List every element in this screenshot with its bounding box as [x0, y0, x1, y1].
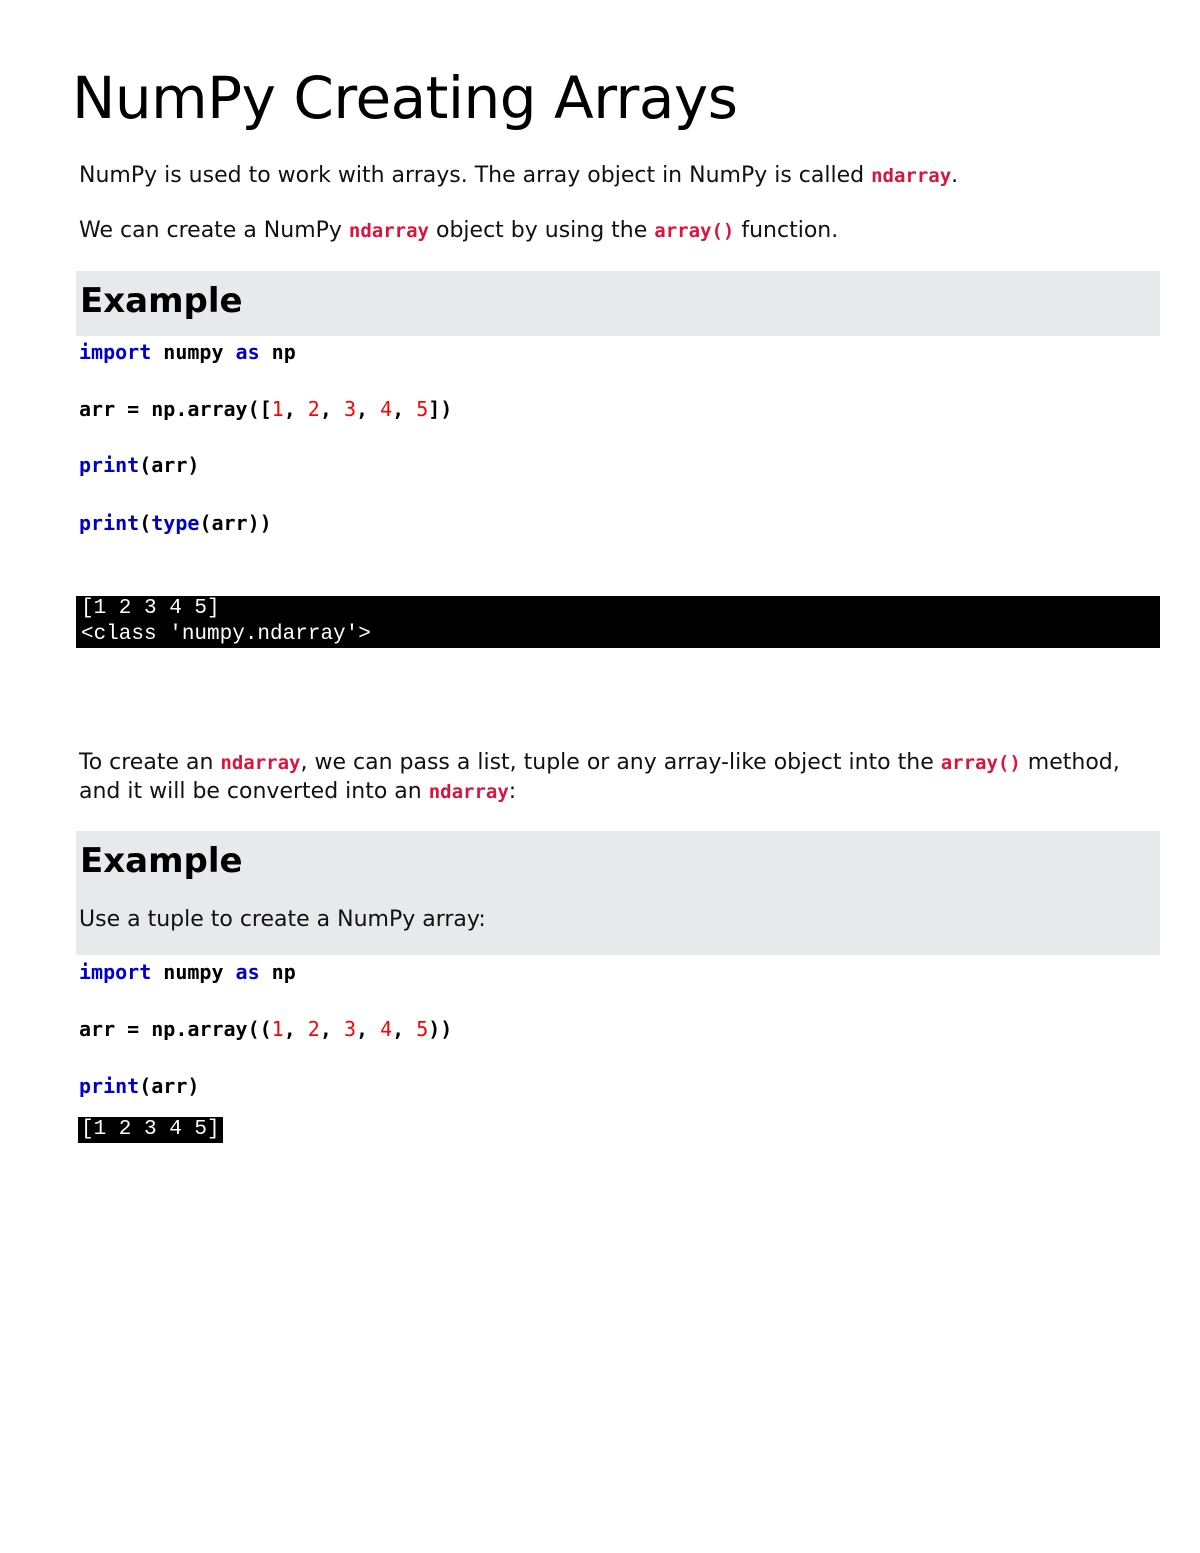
intro-text: NumPy is used to work with arrays. The array object in NumPy is called: [79, 163, 872, 188]
code-text: ,: [283, 397, 308, 421]
code-line: [79, 452, 199, 478]
example-2-output: [1 2 3 4 5]: [78, 1117, 223, 1143]
example-heading: Example: [80, 841, 243, 881]
output-line: [1 2 3 4 5]: [81, 597, 220, 620]
code-keyword: as: [235, 340, 260, 364]
code-text: np: [259, 960, 296, 984]
example-heading: Example: [80, 281, 243, 321]
example-1-header: [76, 271, 1160, 336]
code-text: ,: [392, 397, 417, 421]
code-text: numpy: [151, 960, 236, 984]
code-text: ]): [428, 397, 453, 421]
middle-paragraph-line-1: [79, 748, 1120, 778]
inline-code-ndarray: ndarray: [220, 752, 301, 774]
intro-paragraph-2: [79, 216, 838, 246]
code-keyword: print: [79, 511, 140, 535]
code-text: ,: [355, 397, 381, 421]
code-keyword: print: [79, 1074, 140, 1098]
code-line: [79, 1073, 199, 1099]
output-line: <class 'numpy.ndarray'>: [81, 623, 371, 646]
code-line: [79, 959, 296, 985]
code-line: [79, 1016, 452, 1042]
inline-code-ndarray: ndarray: [348, 220, 429, 242]
inline-code-ndarray: ndarray: [428, 781, 509, 803]
code-number: 5: [416, 397, 429, 421]
code-number: 1: [271, 397, 284, 421]
middle-text: , we can pass a list, tuple or any array-like object into the: [300, 750, 941, 775]
code-number: 3: [343, 1017, 356, 1041]
code-text: (: [139, 511, 152, 535]
code-text: ,: [283, 1017, 308, 1041]
code-text: arr = np.array([: [79, 397, 272, 421]
code-line: [79, 510, 272, 536]
example-subtitle: Use a tuple to create a NumPy array:: [79, 907, 486, 932]
code-number: 4: [380, 397, 393, 421]
middle-paragraph-line-2: [79, 777, 516, 807]
middle-text: method,: [1020, 750, 1120, 775]
code-number: 4: [380, 1017, 393, 1041]
middle-text: To create an: [79, 750, 221, 775]
intro-paragraph-1: [79, 161, 958, 191]
code-text: (arr): [139, 453, 200, 477]
code-line: [79, 339, 296, 365]
code-number: 3: [343, 397, 356, 421]
intro-text-end: .: [951, 163, 959, 188]
code-text: arr = np.array((: [79, 1017, 272, 1041]
middle-text: :: [508, 779, 517, 804]
example-1-output: [76, 596, 1160, 648]
code-number: 5: [416, 1017, 429, 1041]
code-line: [79, 396, 452, 422]
code-text: )): [428, 1017, 453, 1041]
code-text: (arr): [139, 1074, 200, 1098]
code-text: ,: [355, 1017, 381, 1041]
inline-code-array-function: array(): [654, 220, 735, 242]
code-text: np: [259, 340, 296, 364]
code-number: 1: [271, 1017, 284, 1041]
code-keyword: print: [79, 453, 140, 477]
code-text: ,: [319, 1017, 344, 1041]
middle-text: and it will be converted into an: [79, 779, 429, 804]
inline-code-ndarray: ndarray: [871, 165, 952, 187]
code-keyword: import: [79, 340, 152, 364]
code-number: 2: [307, 397, 320, 421]
code-keyword: as: [235, 960, 260, 984]
intro-text: function.: [734, 218, 839, 243]
code-number: 2: [307, 1017, 320, 1041]
code-text: numpy: [151, 340, 236, 364]
page-title: NumPy Creating Arrays: [72, 64, 738, 132]
inline-code-array-function: array(): [940, 752, 1021, 774]
code-text: ,: [392, 1017, 417, 1041]
code-text: ,: [319, 397, 344, 421]
example-2-header: [76, 831, 1160, 955]
code-text: (arr)): [199, 511, 272, 535]
intro-text: We can create a NumPy: [79, 218, 349, 243]
code-keyword: type: [151, 511, 200, 535]
code-keyword: import: [79, 960, 152, 984]
intro-text: object by using the: [429, 218, 655, 243]
